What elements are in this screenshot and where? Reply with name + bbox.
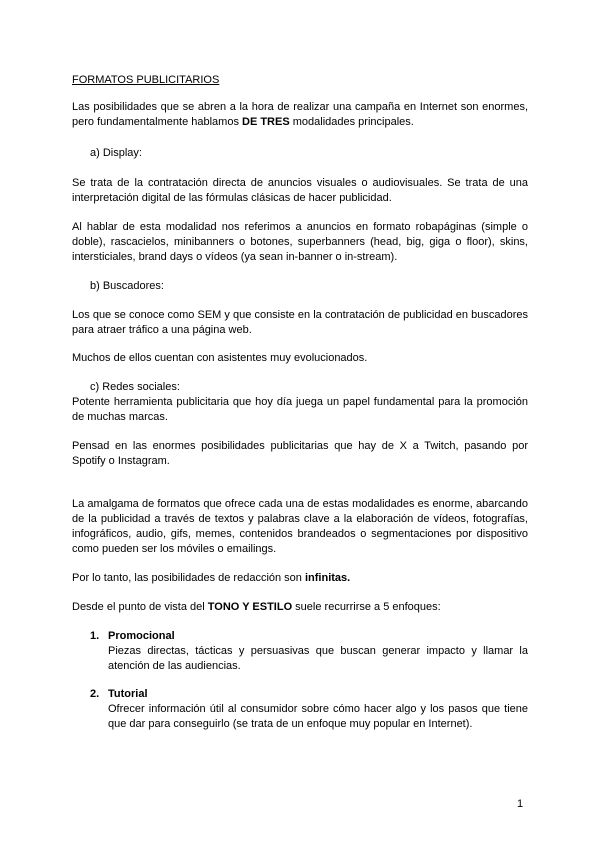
document-title: FORMATOS PUBLICITARIOS: [72, 74, 220, 86]
section-label-display: a) Display:: [90, 147, 142, 159]
tono-bold: TONO Y ESTILO: [207, 601, 293, 613]
conclusion-paragraph: [72, 571, 528, 586]
buscadores-paragraph-1: Los que se conoce como SEM y que consiste en la contratación de publicidad en buscadores para atraer tráfico a una página web.: [72, 309, 528, 336]
display-paragraph-1: Se trata de la contratación directa de anuncios visuales o audiovisuales. Se trata de una interpretación digital de las fórmulas clásicas de hacer publicidad.: [72, 177, 528, 204]
tono-text: Desde el punto de vista del: [72, 601, 208, 613]
intro-bold: DE TRES: [242, 116, 290, 128]
redes-paragraph-2: Pensad en las enormes posibilidades publicitarias que hay de X a Twitch, pasando por Spotify o Instagram.: [72, 440, 528, 467]
enfoque-title: Promocional: [108, 630, 175, 642]
tono-text-end: suele recurrirse a 5 enfoques:: [292, 601, 441, 613]
tono-paragraph: [72, 600, 528, 615]
intro-text-end: modalidades principales.: [289, 116, 414, 128]
intro-text: Las posibilidades que se abren a la hora de realizar una campaña en Internet son enormes, pero fundamentalmente hablamos: [72, 101, 528, 128]
conclusion-bold: infinitas.: [304, 572, 351, 584]
page-number: 1: [517, 798, 524, 810]
amalgama-paragraph: La amalgama de formatos que ofrece cada una de estas modalidades es enorme, abarcando de la publicidad a través de textos y palabras clave a la elaboración de vídeos, fotografías, infográficos, audio, gifs, memes, contenidos brandeados o segmentaciones por dispositivo como pueden ser los móviles o emailings.: [72, 498, 528, 555]
intro-paragraph: [72, 100, 528, 130]
enfoque-body: Ofrecer información útil al consumidor sobre cómo hacer algo y los pasos que tiene que dar para conseguirlo (se trata de un enfoque muy popular en Internet).: [108, 703, 528, 730]
conclusion-text: Por lo tanto, las posibilidades de redacción son: [72, 572, 305, 584]
enfoque-number: 2.: [90, 688, 100, 700]
enfoque-body: Piezas directas, tácticas y persuasivas que buscan generar impacto y llamar la atención de las audiencias.: [108, 645, 528, 672]
enfoque-title: Tutorial: [108, 688, 148, 700]
section-label-buscadores: b) Buscadores:: [90, 280, 164, 292]
section-label-redes: c) Redes sociales:: [90, 381, 180, 393]
enfoque-number: 1.: [90, 630, 100, 642]
buscadores-paragraph-2: Muchos de ellos cuentan con asistentes muy evolucionados.: [72, 352, 368, 364]
display-paragraph-2: Al hablar de esta modalidad nos referimos a anuncios en formato robapáginas (simple o doble), rascacielos, minibanners o botones, superbanners (head, big, giga o floor), skins, intersticiales, brand days o vídeos (ya sean in-banner o in-stream).: [72, 221, 528, 263]
redes-paragraph-1: Potente herramienta publicitaria que hoy día juega un papel fundamental para la promoción de muchas marcas.: [72, 396, 528, 423]
